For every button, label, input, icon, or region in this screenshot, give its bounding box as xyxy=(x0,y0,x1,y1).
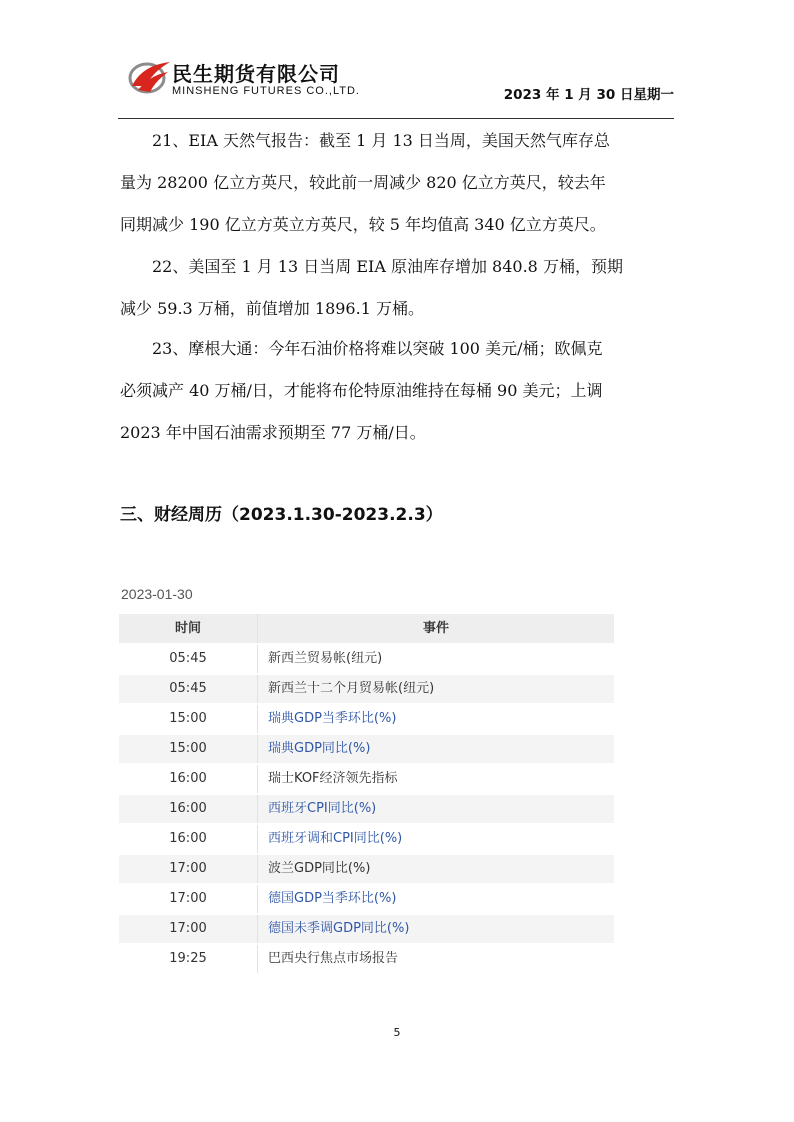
table-row xyxy=(119,793,614,823)
event-link[interactable]: 德国未季调GDP同比(%) xyxy=(268,921,410,936)
text-line: 23、摩根大通：今年石油价格将难以突破 100 美元/桶；欧佩克 xyxy=(152,339,603,358)
text-line: 减少 59.3 万桶，前值增加 1896.1 万桶。 xyxy=(120,299,424,318)
event-link[interactable]: 瑞典GDP同比(%) xyxy=(268,741,371,756)
page-number: 5 xyxy=(393,1026,401,1039)
time-column-header: 时间 xyxy=(119,614,258,643)
event-link[interactable]: 德国GDP当季环比(%) xyxy=(268,891,397,906)
company-name-en: MINSHENG FUTURES CO.,LTD. xyxy=(172,85,360,97)
table-body xyxy=(119,643,614,973)
table-row xyxy=(119,643,614,673)
calendar-date: 2023-01-30 xyxy=(121,586,193,602)
table-row xyxy=(119,823,614,853)
event-time: 17:00 xyxy=(119,915,258,943)
event-name: 新西兰十二个月贸易帐(纽元) xyxy=(268,681,435,696)
table-row xyxy=(119,943,614,973)
event-link[interactable]: 西班牙CPI同比(%) xyxy=(268,801,377,816)
company-name-cn: 民生期货有限公司 xyxy=(172,62,340,86)
event-name: 波兰GDP同比(%) xyxy=(268,861,371,876)
table-row xyxy=(119,883,614,913)
text-line: 同期减少 190 亿立方英立方英尺，较 5 年均值高 340 亿立方英尺。 xyxy=(120,215,606,234)
page-header xyxy=(118,52,674,118)
event-time: 16:00 xyxy=(119,825,258,853)
table-row xyxy=(119,763,614,793)
text-line: 2023 年中国石油需求预期至 77 万桶/日。 xyxy=(120,423,426,442)
table-header xyxy=(119,614,614,643)
news-item-23 xyxy=(120,334,676,448)
event-time: 15:00 xyxy=(119,705,258,733)
event-time: 19:25 xyxy=(119,945,258,973)
event-time: 17:00 xyxy=(119,885,258,913)
text-line: 必须减产 40 万桶/日，才能将布伦特原油维持在每桶 90 美元；上调 xyxy=(120,381,603,400)
table-row xyxy=(119,913,614,943)
header-divider xyxy=(118,118,674,119)
event-time: 17:00 xyxy=(119,855,258,883)
event-link[interactable]: 西班牙调和CPI同比(%) xyxy=(268,831,403,846)
table-row xyxy=(119,733,614,763)
news-item-22 xyxy=(120,252,676,324)
event-link[interactable]: 瑞典GDP当季环比(%) xyxy=(268,711,397,726)
event-time: 16:00 xyxy=(119,795,258,823)
table-row xyxy=(119,703,614,733)
section-title: 三、财经周历（2023.1.30-2023.2.3） xyxy=(120,505,443,525)
report-date: 2023 年 1 月 30 日星期一 xyxy=(503,87,674,103)
economic-calendar-table xyxy=(119,614,614,973)
event-time: 05:45 xyxy=(119,675,258,703)
news-item-21 xyxy=(120,126,676,240)
event-time: 15:00 xyxy=(119,735,258,763)
event-name: 巴西央行焦点市场报告 xyxy=(268,951,399,966)
event-name: 新西兰贸易帐(纽元) xyxy=(268,651,383,666)
minsheng-logo-icon xyxy=(126,56,172,96)
text-line: 量为 28200 亿立方英尺，较此前一周减少 820 亿立方英尺，较去年 xyxy=(120,173,606,192)
text-line: 22、美国至 1 月 13 日当周 EIA 原油库存增加 840.8 万桶，预期 xyxy=(152,257,623,276)
event-time: 16:00 xyxy=(119,765,258,793)
table-row xyxy=(119,853,614,883)
event-time: 05:45 xyxy=(119,645,258,673)
event-column-header: 事件 xyxy=(422,621,449,636)
event-name: 瑞士KOF经济领先指标 xyxy=(268,771,398,786)
text-line: 21、EIA 天然气报告：截至 1 月 13 日当周，美国天然气库存总 xyxy=(152,131,610,150)
table-row xyxy=(119,673,614,703)
